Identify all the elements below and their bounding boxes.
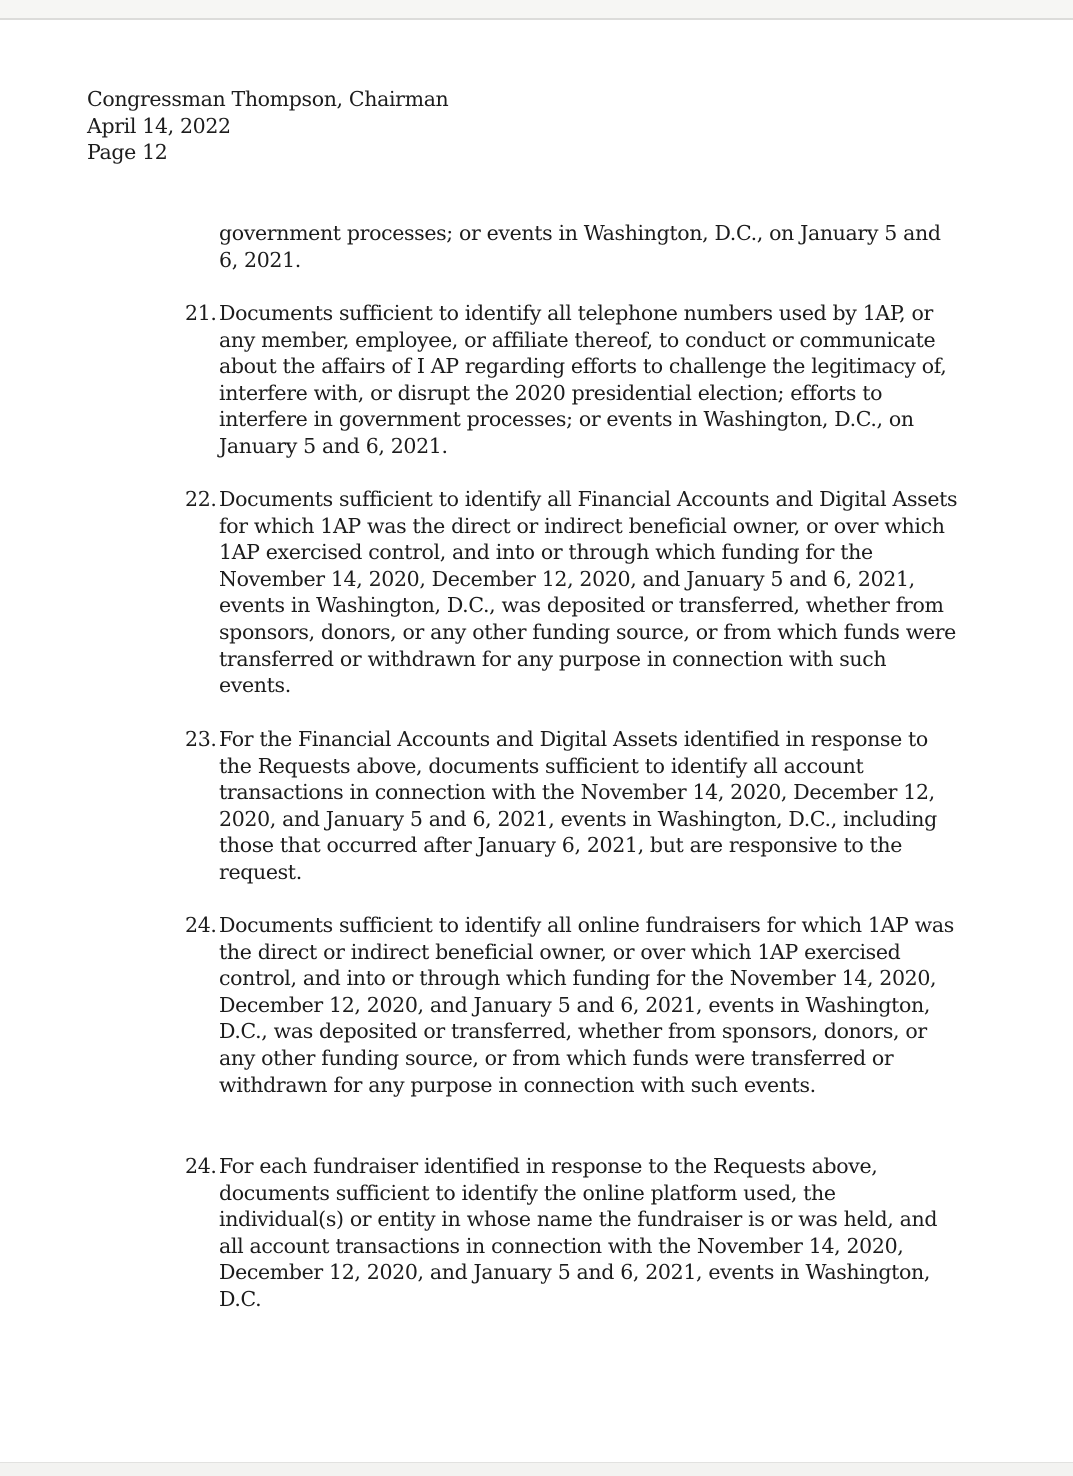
header-recipient: Congressman Thompson, Chairman (87, 87, 449, 111)
request-item-22 (185, 486, 959, 699)
request-number: 22. (185, 487, 217, 511)
viewer-bottom-bar (0, 1462, 1073, 1476)
request-number: 24. (185, 1154, 217, 1178)
request-number: 21. (185, 301, 217, 325)
document-page (0, 20, 1073, 1462)
request-item-21 (185, 300, 959, 460)
request-text: Documents sufficient to identify all online fundraisers for which 1AP was the direct or indirect beneficial owner, or over which 1AP exercised control, and into or through which funding for the November 14, 2020, December 12, 2020, and January 5 and 6, 2021, events in Washington, D.C., was deposited or transferred, whether from sponsors, donors, or any other funding source, or from which funds were transferred or withdrawn for any purpose in connection with such events. (219, 913, 954, 1097)
request-text: Documents sufficient to identify all telephone numbers used by 1AP, or any member, employee, or affiliate thereof, to conduct or communicate about the affairs of I AP regarding efforts to challenge the legitimacy of, interfere with, or disrupt the 2020 presidential election; efforts to interfere in government processes; or events in Washington, D.C., on January 5 and 6, 2021. (219, 301, 947, 458)
request-text: For the Financial Accounts and Digital Assets identified in response to the Requests above, documents sufficient to identify all account transactions in connection with the November 14, 2020, December 12, 2020, and January 5 and 6, 2021, events in Washington, D.C., including those that occurred after January 6, 2021, but are responsive to the request. (219, 727, 937, 884)
letter-header (87, 86, 448, 166)
header-page-number: Page 12 (87, 140, 168, 165)
request-item-23 (185, 726, 959, 886)
request-item-24-platforms (185, 1153, 959, 1313)
continued-paragraph: government processes; or events in Washington, D.C., on January 5 and 6, 2021. (219, 221, 941, 272)
request-number: 24. (185, 913, 217, 937)
viewer-top-bar (0, 0, 1073, 20)
request-text: Documents sufficient to identify all Financial Accounts and Digital Assets for which 1AP was the direct or indirect beneficial owner, or over which 1AP exercised control, and into or through which funding for the November 14, 2020, December 12, 2020, and January 5 and 6, 2021, events in Washington, D.C., was deposited or transferred, whether from sponsors, donors, or any other funding source, or from which funds were transferred or withdrawn for any purpose in connection with such events. (219, 487, 958, 698)
request-item-24-fundraisers (185, 912, 959, 1098)
request-text: For each fundraiser identified in response to the Requests above, documents sufficient to identify the online platform used, the individual(s) or entity in whose name the fundraiser is or was held, and all account transactions in connection with the November 14, 2020, December 12, 2020, and January 5 and 6, 2021, events in Washington, D.C. (219, 1154, 938, 1311)
header-date: April 14, 2022 (87, 113, 231, 138)
request-number: 23. (185, 727, 217, 751)
